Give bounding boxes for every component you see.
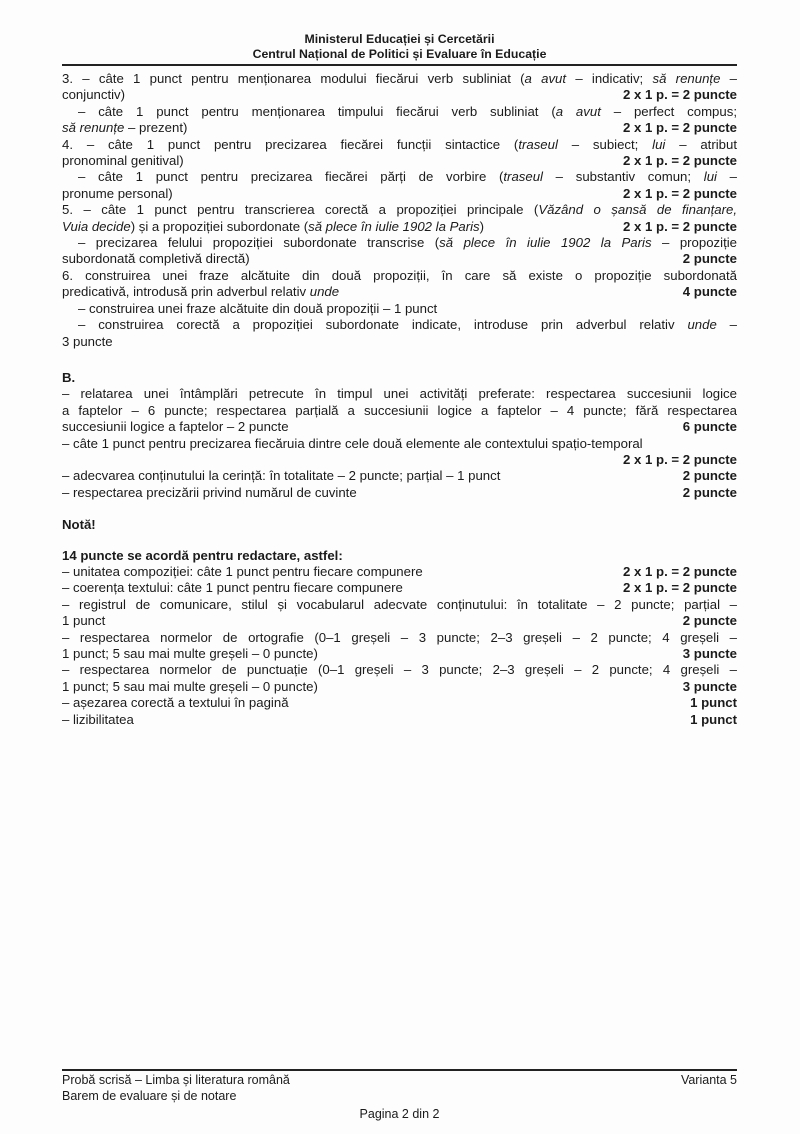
points-value: 2 puncte: [682, 613, 737, 629]
line-text: conjunctiv): [62, 87, 126, 103]
points-value: 2 x 1 p. = 2 puncte: [623, 580, 737, 596]
doc-line: [62, 169, 737, 185]
line-text: 1 punct; 5 sau mai multe greșeli – 0 puncte): [62, 678, 318, 694]
points-value: 2 x 1 p. = 2 puncte: [623, 185, 737, 201]
points-value: 2 x 1 p. = 2 puncte: [623, 120, 737, 136]
doc-line: [62, 548, 737, 564]
header-center: Centrul Național de Politici și Evaluare în Educație: [252, 47, 547, 61]
line-text: – câte 1 punct pentru precizarea fiecărei părți de vorbire (traseul – substantiv comun; lui –: [78, 169, 738, 185]
doc-line: [62, 597, 737, 613]
line-text: 3 puncte: [62, 333, 113, 349]
line-text: pronominal genitival): [62, 153, 184, 169]
doc-line: [62, 71, 737, 87]
points-value: 4 puncte: [682, 284, 737, 300]
page-header: [62, 32, 737, 62]
line-text: – precizarea felului propoziției subordonate transcrise (să plece în iulie 1902 la Paris – propoziție: [78, 235, 737, 251]
line-text: pronume personal): [62, 185, 173, 201]
doc-line: [62, 630, 737, 646]
header-rule: [62, 64, 737, 66]
line-text: – unitatea compoziției: câte 1 punct pentru fiecare compunere: [62, 563, 423, 579]
line-text: – construirea unei fraze alcătuite din două propoziții – 1 punct: [78, 300, 438, 316]
line-text: 5. – câte 1 punct pentru transcrierea corectă a propoziției principale (Văzând o șansă de finanțare,: [62, 202, 737, 218]
doc-line: [62, 419, 737, 435]
line-text: 6. construirea unei fraze alcătuite din două propoziții, în care să existe o propoziție subordonată: [62, 267, 737, 283]
line-text: predicativă, introdusă prin adverbul relativ unde: [62, 284, 340, 300]
doc-line: [62, 468, 737, 484]
line-text: – registrul de comunicare, stilul și vocabularul adecvate conținutului: în totalitate – 2 puncte; parțial –: [62, 596, 737, 612]
line-text: Notă!: [62, 517, 96, 533]
line-text: – câte 1 punct pentru precizarea fiecăruia dintre cele două elemente ale contextului spațio-temporal: [62, 435, 643, 451]
doc-line: [62, 370, 737, 386]
doc-line: [62, 301, 737, 317]
doc-line: [62, 120, 737, 136]
points-value: 2 x 1 p. = 2 puncte: [623, 451, 737, 467]
line-text: – adecvarea conținutului la cerință: în totalitate – 2 puncte; parțial – 1 punct: [62, 468, 501, 484]
points-value: 6 puncte: [682, 419, 737, 435]
line-text: subordonată completivă directă): [62, 251, 250, 267]
points-value: 2 x 1 p. = 2 puncte: [623, 563, 737, 579]
line-text: Vuia decide) și a propoziției subordonate (să plece în iulie 1902 la Paris): [62, 218, 485, 234]
line-text: – respectarea precizării privind numărul de cuvinte: [62, 484, 357, 500]
footer-doc-type: Barem de evaluare și de notare: [62, 1088, 237, 1103]
doc-line: [62, 580, 737, 596]
points-value: 1 punct: [690, 695, 737, 711]
points-value: 2 puncte: [682, 484, 737, 500]
doc-line: [62, 219, 737, 235]
doc-line: [62, 564, 737, 580]
line-text: – respectarea normelor de ortografie (0–1 greșeli – 3 puncte; 2–3 greșeli – 2 puncte; 4 greșeli –: [62, 629, 737, 645]
line-text: – respectarea normelor de punctuație (0–1 greșeli – 3 puncte; 2–3 greșeli – 2 puncte; 4 greșeli –: [62, 662, 737, 678]
footer-variant: Varianta 5: [680, 1073, 737, 1087]
points-value: 3 puncte: [682, 646, 737, 661]
header-ministry: Ministerul Educației și Cercetării: [304, 32, 495, 46]
line-text: a faptelor – 6 puncte; respectarea parțială a succesiunii logice a faptelor – 4 puncte; fără respectarea: [62, 402, 737, 418]
line-text: 4. – câte 1 punct pentru precizarea fiecărei funcții sintactice (traseul – subiect; lui – atribut: [62, 136, 737, 152]
doc-line: [62, 186, 737, 202]
line-text: – construirea corectă a propoziției subordonate indicate, introduse prin adverbul relativ unde –: [78, 317, 737, 333]
points-value: 2 puncte: [682, 251, 737, 267]
doc-line: [62, 153, 737, 169]
line-text: 1 punct; 5 sau mai multe greșeli – 0 puncte): [62, 646, 318, 661]
points-value: 2 x 1 p. = 2 puncte: [623, 87, 737, 103]
doc-line: [62, 485, 737, 501]
footer-page-number: Pagina 2 din 2: [359, 1107, 440, 1121]
line-text: succesiunii logice a faptelor – 2 puncte: [62, 419, 289, 435]
doc-line: [62, 104, 737, 120]
doc-line: [62, 679, 737, 695]
doc-line: [62, 268, 737, 284]
line-text: 1 punct: [62, 613, 106, 629]
doc-line: [62, 613, 737, 629]
doc-line: [62, 284, 737, 300]
doc-line: [62, 87, 737, 103]
line-text: – câte 1 punct pentru menționarea timpului fiecărui verb subliniat (a avut – perfect compus;: [78, 103, 737, 119]
line-text: B.: [62, 369, 76, 385]
points-value: 3 puncte: [682, 678, 737, 694]
footer-row: [62, 1073, 737, 1089]
points-value: 2 x 1 p. = 2 puncte: [623, 153, 737, 169]
footer-exam-title: Probă scrisă – Limba și literatura română: [62, 1073, 290, 1087]
doc-line: [62, 695, 737, 711]
doc-line: [62, 386, 737, 402]
doc-line: [62, 317, 737, 333]
line-text: 3. – câte 1 punct pentru menționarea modului fiecărui verb subliniat (a avut – indicativ; să renunțe –: [62, 71, 737, 86]
doc-line: [62, 517, 737, 533]
doc-line: [62, 202, 737, 218]
doc-line: [62, 646, 737, 662]
doc-line: [62, 452, 737, 468]
doc-body: [62, 71, 737, 728]
doc-line: [62, 403, 737, 419]
line-text: – lizibilitatea: [62, 711, 134, 727]
points-value: 2 puncte: [682, 468, 737, 484]
doc-line: [62, 712, 737, 728]
doc-line: [62, 436, 737, 452]
line-text: – coerența textului: câte 1 punct pentru fiecare compunere: [62, 580, 403, 596]
doc-line: [62, 137, 737, 153]
line-text: – așezarea corectă a textului în pagină: [62, 695, 289, 711]
doc-line: [62, 251, 737, 267]
doc-line: [62, 662, 737, 678]
doc-line: [62, 334, 737, 350]
doc-line: [62, 235, 737, 251]
page-footer: [62, 1069, 737, 1123]
line-text: – relatarea unei întâmplări petrecute în timpul unei activități preferate: respectarea succesiunii logice: [62, 386, 737, 402]
line-text: să renunțe – prezent): [62, 120, 188, 136]
points-value: 1 punct: [690, 711, 737, 727]
points-value: 2 x 1 p. = 2 puncte: [623, 218, 737, 234]
line-text: 14 puncte se acordă pentru redactare, astfel:: [62, 547, 343, 563]
